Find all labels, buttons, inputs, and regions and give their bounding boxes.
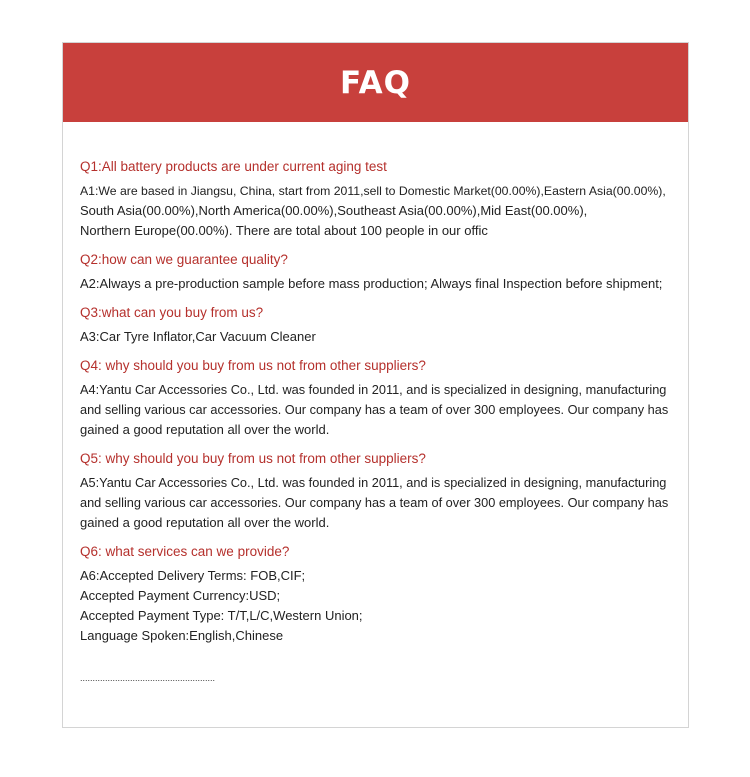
faq-question: Q3:what can you buy from us?: [80, 305, 264, 320]
faq-answer: [80, 380, 674, 440]
faq-item-q2: [80, 250, 674, 294]
answer-line: and selling various car accessories. Our company has a team of over 300 employees. Our company has: [80, 402, 669, 417]
faq-item-q5: [80, 449, 674, 533]
answer-line: A5:Yantu Car Accessories Co., Ltd. was founded in 2011, and is specialized in designing, manufacturing: [80, 475, 667, 490]
answer-line: gained a good reputation all over the world.: [80, 515, 330, 530]
faq-item-q6: [80, 542, 674, 646]
answer-line: A2:Always a pre-production sample before mass production; Always final Inspection before shipment;: [80, 276, 663, 291]
faq-answer: [80, 181, 674, 241]
faq-answer: [80, 274, 674, 294]
faq-answer: [80, 473, 674, 533]
faq-card: [62, 42, 689, 728]
faq-answer: [80, 566, 674, 646]
faq-content: [63, 122, 688, 684]
answer-line: Northern Europe(00.00%). There are total about 100 people in our offic: [80, 223, 488, 238]
faq-question: Q5: why should you buy from us not from other suppliers?: [80, 451, 426, 466]
faq-item-q1: [80, 157, 674, 241]
answer-line: A3:Car Tyre Inflator,Car Vacuum Cleaner: [80, 329, 316, 344]
faq-question: Q1:All battery products are under current aging test: [80, 159, 387, 174]
answer-line: South Asia(00.00%),North America(00.00%),Southeast Asia(00.00%),Mid East(00.00%),: [80, 203, 588, 218]
answer-line: Language Spoken:English,Chinese: [80, 628, 284, 643]
faq-item-q4: [80, 356, 674, 440]
faq-question: Q2:how can we guarantee quality?: [80, 252, 288, 267]
dotted-divider: ......................................................: [80, 673, 216, 683]
faq-answer: [80, 327, 674, 347]
page-title: FAQ: [340, 64, 411, 101]
answer-line: and selling various car accessories. Our company has a team of over 300 employees. Our company has: [80, 495, 669, 510]
faq-question: Q4: why should you buy from us not from other suppliers?: [80, 358, 426, 373]
answer-line: Accepted Payment Type: T/T,L/C,Western Union;: [80, 608, 363, 623]
faq-question: Q6: what services can we provide?: [80, 544, 290, 559]
answer-line: A6:Accepted Delivery Terms: FOB,CIF;: [80, 568, 306, 583]
faq-item-q3: [80, 303, 674, 347]
faq-header: [63, 43, 688, 122]
answer-line: A1:We are based in Jiangsu, China, start from 2011,sell to Domestic Market(00.00%),Eastern Asia(00.00%),: [80, 184, 666, 198]
answer-line: Accepted Payment Currency:USD;: [80, 588, 281, 603]
answer-line: A4:Yantu Car Accessories Co., Ltd. was founded in 2011, and is specialized in designing, manufacturing: [80, 382, 667, 397]
answer-line: gained a good reputation all over the world.: [80, 422, 330, 437]
